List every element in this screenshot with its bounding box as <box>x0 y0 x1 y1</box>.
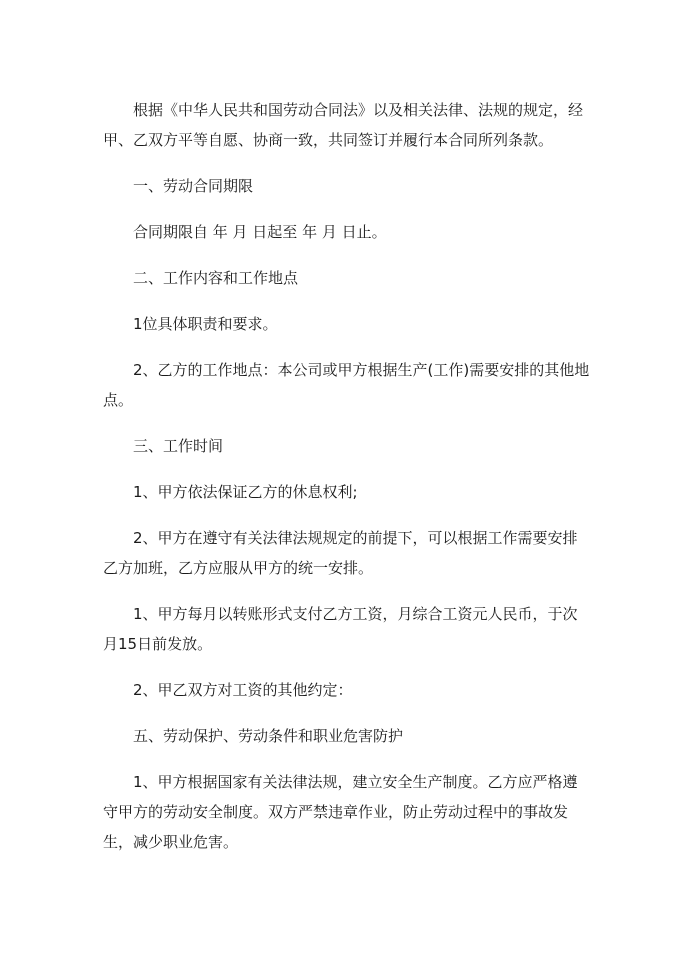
paragraph-salary-other: 2、甲乙双方对工资的其他约定： <box>133 681 353 699</box>
section-heading-work-content: 二、工作内容和工作地点 <box>133 269 299 287</box>
section-heading-work-time: 三、工作时间 <box>133 437 224 455</box>
paragraph-contract-term: 合同期限自 年 月 日起至 年 月 日止。 <box>133 223 387 241</box>
section-heading-contract-term: 一、劳动合同期限 <box>133 177 254 195</box>
paragraph-work-location: 2、乙方的工作地点：本公司或甲方根据生产(工作)需要安排的其他地点。 <box>103 361 590 409</box>
paragraph-overtime: 2、甲方在遵守有关法律法规规定的前提下，可以根据工作需要安排乙方加班，乙方应服从甲方的统一安排。 <box>103 529 578 577</box>
paragraph-salary-payment: 1、甲方每月以转账形式支付乙方工资，月综合工资元人民币，于次月15日前发放。 <box>103 605 578 653</box>
paragraph-rest-rights: 1、甲方依法保证乙方的休息权利; <box>133 483 358 501</box>
paragraph-safety-system: 1、甲方根据国家有关法律法规，建立安全生产制度。乙方应严格遵守甲方的劳动安全制度。双方严禁违章作业，防止劳动过程中的事故发生，减少职业危害。 <box>103 773 578 851</box>
paragraph-duties: 1位具体职责和要求。 <box>133 315 278 333</box>
section-heading-labor-protection: 五、劳动保护、劳动条件和职业危害防护 <box>133 727 404 745</box>
document-body <box>103 95 590 857</box>
paragraph-intro: 根据《中华人民共和国劳动合同法》以及相关法律、法规的规定，经甲、乙双方平等自愿、协商一致，共同签订并履行本合同所列条款。 <box>103 101 584 149</box>
